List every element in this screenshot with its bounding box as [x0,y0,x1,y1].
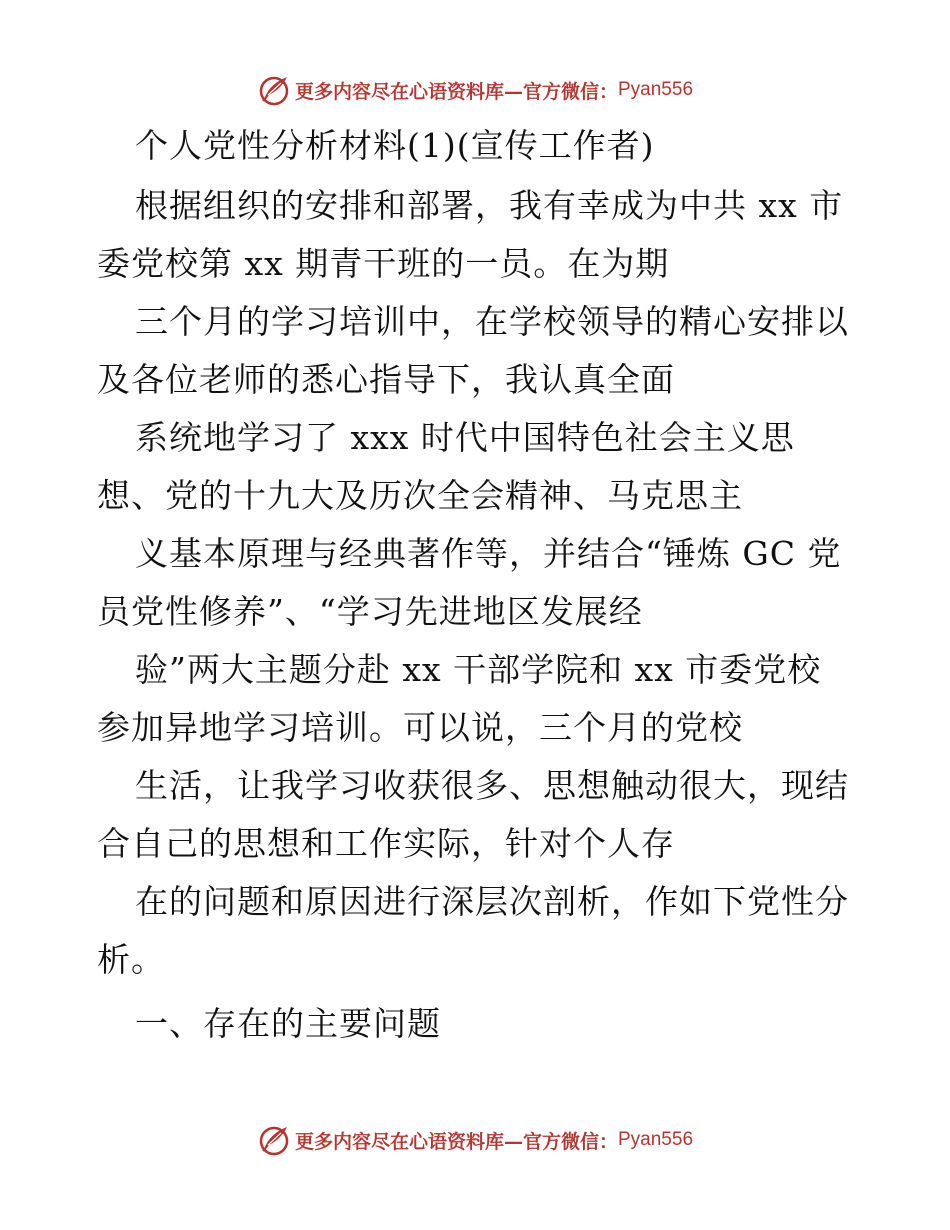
watermark-wechat-id: Pyan556 [618,79,694,100]
body-line: 参加异地学习培训。可以说，三个月的党校 [97,708,743,747]
watermark-text: 更多内容尽在心语资料库—官方微信： [294,80,618,103]
body-line: 根据组织的安排和部署，我有幸成为中共 xx 市 [135,186,844,225]
body-line: 合自己的思想和工作实际，针对个人存 [97,824,675,863]
body-line: 析。 [97,940,165,979]
section-heading: 一、存在的主要问题 [135,1004,441,1043]
body-line: 生活，让我学习收获很多、思想触动很大，现结 [135,766,849,805]
watermark-wechat-id: Pyan556 [618,1129,694,1150]
document-title: 个人党性分析材料(1)(宣传工作者) [135,126,655,165]
body-line: 三个月的学习培训中，在学校领导的精心安排以 [135,302,849,341]
body-line: 想、党的十九大及历次全会精神、马克思主 [97,476,743,515]
body-line: 委党校第 xx 期青干班的一员。在为期 [97,244,670,283]
body-line: 系统地学习了 xxx 时代中国特色社会主义思 [135,418,795,457]
body-line: 在的问题和原因进行深层次剖析，作如下党性分 [135,882,849,921]
bottom-watermark-banner [0,1120,950,1160]
watermark-text: 更多内容尽在心语资料库—官方微信： [294,1130,618,1153]
feather-quill-logo-icon [257,1123,291,1157]
body-line: 义基本原理与经典著作等，并结合“锤炼 GC 党 [135,534,842,573]
body-line: 员党性修养”、“学习先进地区发展经 [97,592,643,631]
body-line: 验”两大主题分赴 xx 干部学院和 xx 市委党校 [135,650,822,689]
body-line: 及各位老师的悉心指导下，我认真全面 [97,360,675,399]
